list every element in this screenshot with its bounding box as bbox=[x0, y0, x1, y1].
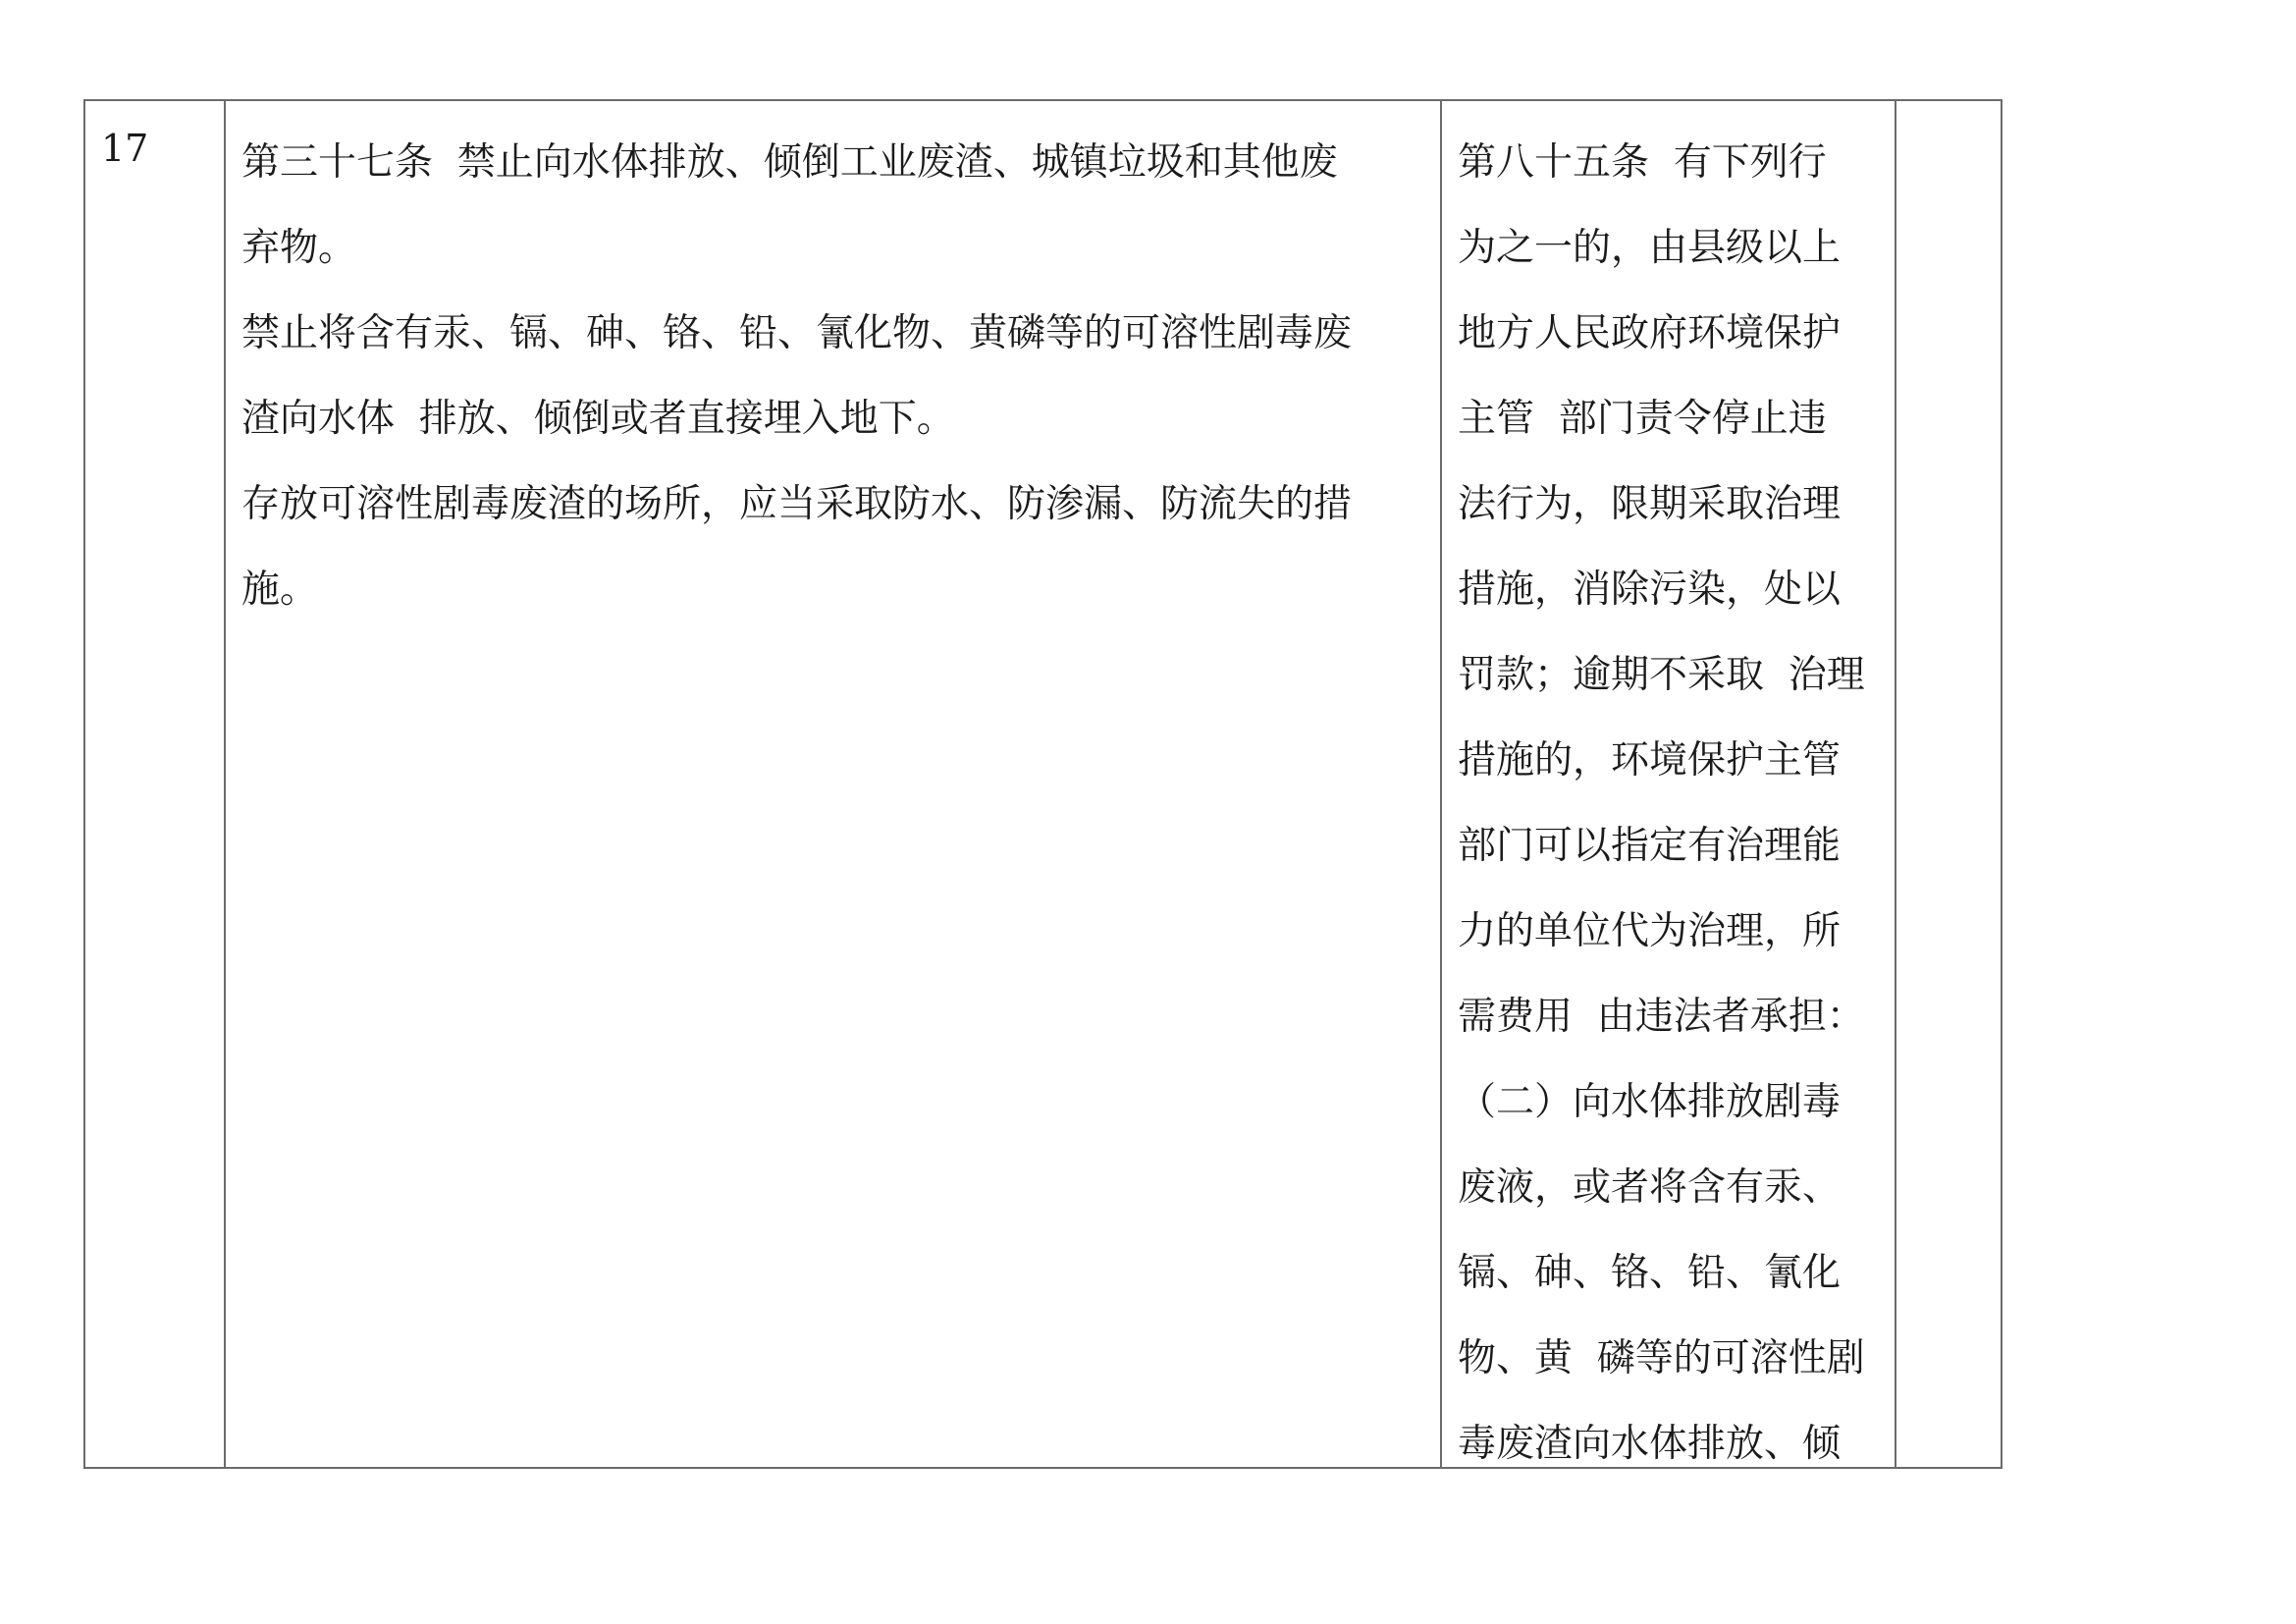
penalty-line: 废液，或者将含有汞、 bbox=[1458, 1165, 1842, 1210]
regulation-table bbox=[83, 99, 2002, 1469]
article-text bbox=[241, 120, 1431, 632]
penalty-line: 部门可以指定有治理能 bbox=[1458, 824, 1842, 868]
penalty-cell bbox=[1442, 101, 1896, 1467]
penalty-line: 罚款；逾期不采取 治理 bbox=[1458, 653, 1865, 697]
article-line: 弃物。 bbox=[241, 226, 357, 270]
article-line: 存放可溶性剧毒废渣的场所，应当采取防水、防渗漏、防流失的措 bbox=[241, 482, 1353, 526]
penalty-line: 地方人民政府环境保护 bbox=[1458, 311, 1842, 355]
penalty-line: 主管 部门责令停止违 bbox=[1458, 397, 1827, 441]
penalty-line: 措施的，环境保护主管 bbox=[1458, 738, 1842, 783]
row-number: 17 bbox=[101, 127, 149, 170]
penalty-line: 物、黄 磷等的可溶性剧 bbox=[1458, 1336, 1865, 1380]
penalty-line: 第八十五条 有下列行 bbox=[1458, 140, 1827, 185]
penalty-line: 毒废渣向水体排放、倾 bbox=[1458, 1422, 1842, 1466]
row-number-cell bbox=[85, 101, 226, 1467]
article-line: 禁止将含有汞、镉、砷、铬、铅、氰化物、黄磷等的可溶性剧毒废 bbox=[241, 311, 1353, 355]
penalty-line: 措施，消除污染，处以 bbox=[1458, 568, 1842, 612]
penalty-line: 力的单位代为治理，所 bbox=[1458, 909, 1842, 953]
penalty-line: 镉、砷、铬、铅、氰化 bbox=[1458, 1251, 1842, 1295]
penalty-line: 为之一的，由县级以上 bbox=[1458, 226, 1842, 270]
remarks-cell bbox=[1896, 101, 2004, 1467]
article-line: 施。 bbox=[241, 568, 319, 612]
article-cell bbox=[226, 101, 1442, 1467]
penalty-line: （二）向水体排放剧毒 bbox=[1458, 1080, 1842, 1124]
penalty-line: 法行为，限期采取治理 bbox=[1458, 482, 1842, 526]
penalty-line: 需费用 由违法者承担： bbox=[1458, 995, 1865, 1039]
article-line: 第三十七条 禁止向水体排放、倾倒工业废渣、城镇垃圾和其他废 bbox=[241, 140, 1338, 185]
article-line: 渣向水体 排放、倾倒或者直接埋入地下。 bbox=[241, 397, 955, 441]
penalty-text bbox=[1458, 120, 1890, 1487]
